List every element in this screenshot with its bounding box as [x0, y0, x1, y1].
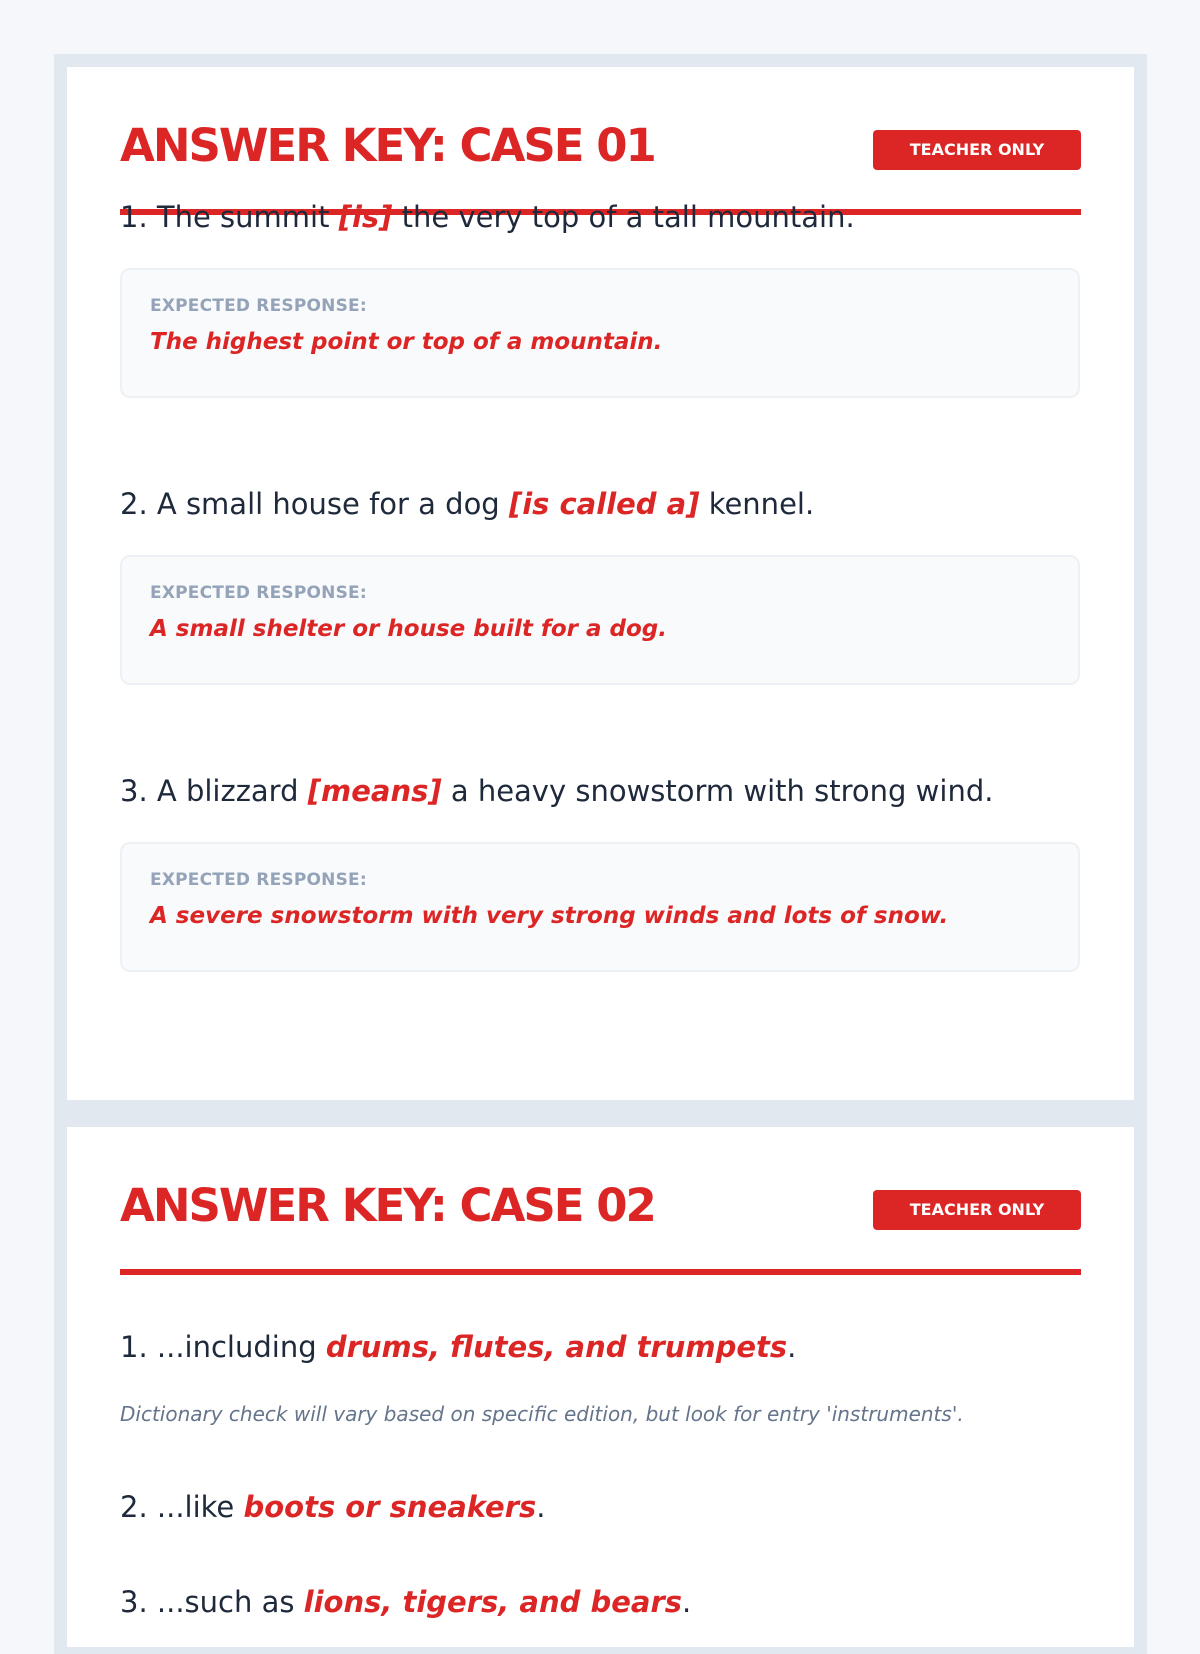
question-text-before: 1. ...including: [120, 1330, 326, 1364]
response-text: The highest point or top of a mountain.: [150, 329, 663, 356]
question-block-3: [120, 774, 1080, 972]
question-text-after: .: [682, 1585, 692, 1619]
question-text-before: 3. A blizzard: [120, 774, 308, 808]
answer-key-card-case-02: [67, 1127, 1134, 1647]
question-text-before: 2. ...like: [120, 1490, 244, 1524]
expected-response-box: [120, 555, 1080, 685]
question-text: [120, 1330, 1080, 1365]
question-block-2: [120, 1490, 1080, 1525]
card-title: ANSWER KEY: CASE 02: [120, 1179, 655, 1232]
question-block-3: [120, 1585, 1080, 1620]
question-text: [120, 1585, 1080, 1620]
question-text-after: the very top of a tall mountain.: [392, 200, 855, 234]
question-text-before: 1. The summit: [120, 200, 339, 234]
question-text-after: .: [787, 1330, 797, 1364]
response-label: EXPECTED RESPONSE:: [150, 295, 367, 316]
response-label: EXPECTED RESPONSE:: [150, 582, 367, 603]
teacher-only-badge: TEACHER ONLY: [873, 130, 1081, 170]
question-highlight: lions, tigers, and bears: [303, 1585, 683, 1619]
question-highlight: [means]: [307, 774, 442, 808]
question-text-before: 2. A small house for a dog: [120, 487, 509, 521]
question-highlight: [is called a]: [508, 487, 700, 521]
card-header: [120, 67, 1081, 215]
question-text: [120, 487, 1080, 522]
question-text: [120, 774, 1080, 809]
question-text: [120, 200, 1080, 235]
question-block-2: [120, 487, 1080, 685]
question-highlight: [is]: [338, 200, 393, 234]
teacher-only-badge: TEACHER ONLY: [873, 1190, 1081, 1230]
card-title: ANSWER KEY: CASE 01: [120, 119, 655, 172]
expected-response-box: [120, 268, 1080, 398]
expected-response-box: [120, 842, 1080, 972]
response-text: A small shelter or house built for a dog.: [150, 616, 668, 643]
question-text-after: .: [536, 1490, 546, 1524]
question-text-after: a heavy snowstorm with strong wind.: [441, 774, 994, 808]
dictionary-note: Dictionary check will vary based on specific edition, but look for entry 'instruments'.: [120, 1402, 964, 1426]
question-block-1: [120, 1330, 1080, 1365]
question-text: [120, 1490, 1080, 1525]
question-text-before: 3. ...such as: [120, 1585, 304, 1619]
response-text: A severe snowstorm with very strong winds and lots of snow.: [150, 903, 949, 930]
response-label: EXPECTED RESPONSE:: [150, 869, 367, 890]
card-header: [120, 1127, 1081, 1275]
question-block-1: [120, 200, 1080, 398]
question-highlight: boots or sneakers: [243, 1490, 537, 1524]
question-highlight: drums, flutes, and trumpets: [325, 1330, 788, 1364]
question-text-after: kennel.: [699, 487, 815, 521]
